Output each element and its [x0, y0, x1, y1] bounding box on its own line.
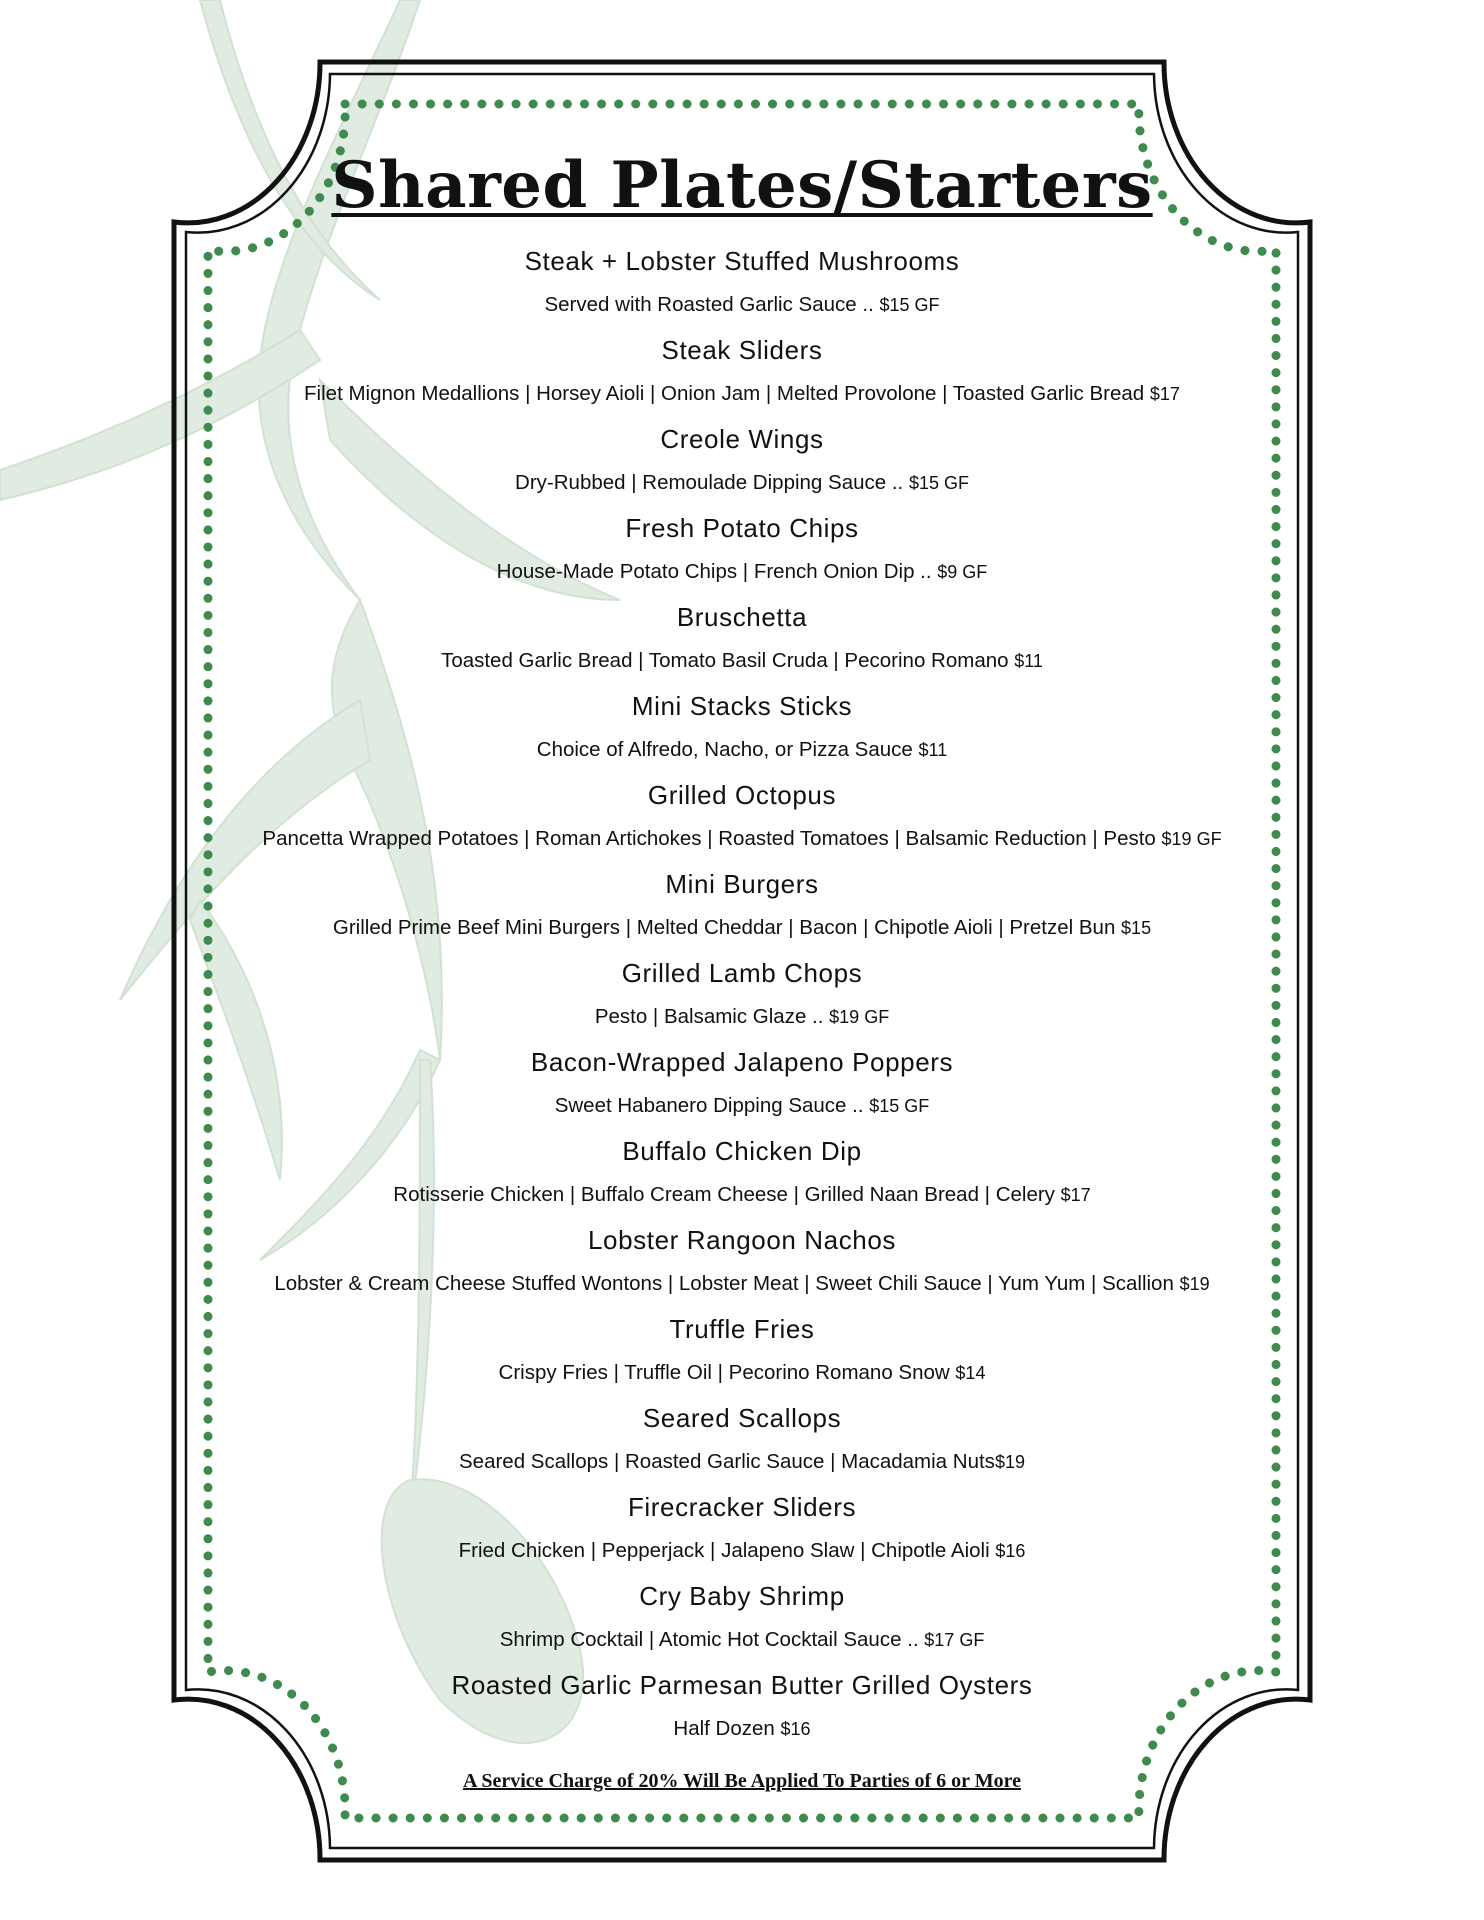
menu-item-name: Truffle Fries — [669, 1314, 815, 1344]
menu-item — [200, 240, 1284, 329]
menu-item-description — [200, 1440, 1284, 1486]
menu-item-description-text: Crispy Fries | Truffle Oil | Pecorino Romano Snow — [498, 1361, 950, 1384]
menu-item-price: $17 — [1060, 1185, 1091, 1205]
menu-item-price: $15 GF — [869, 1096, 930, 1116]
menu-item-description-text: Toasted Garlic Bread | Tomato Basil Cruda | Pecorino Romano — [441, 649, 1009, 672]
menu-item-description — [200, 1351, 1284, 1397]
service-charge-note: A Service Charge of 20% Will Be Applied To Parties of 6 or More — [463, 1770, 1021, 1792]
menu-item-description-text: Sweet Habanero Dipping Sauce .. — [554, 1094, 864, 1117]
menu-item-price: $14 — [955, 1363, 986, 1383]
menu-item-price: $11 — [918, 740, 948, 760]
menu-item-price: $17 GF — [924, 1630, 985, 1650]
menu-item-description-text: House-Made Potato Chips | French Onion Dip .. — [496, 560, 932, 583]
menu-item-description — [200, 283, 1284, 329]
menu-item-name: Steak + Lobster Stuffed Mushrooms — [524, 246, 960, 276]
menu-item — [200, 774, 1284, 863]
menu-item-price: $16 — [780, 1719, 811, 1739]
menu-item-description-text: Filet Mignon Medallions | Horsey Aioli | Onion Jam | Melted Provolone | Toasted Garlic Bread — [304, 382, 1145, 405]
menu-item-description — [200, 639, 1284, 685]
menu-item-description-text: Grilled Prime Beef Mini Burgers | Melted Cheddar | Bacon | Chipotle Aioli | Pretzel Bun — [332, 916, 1116, 939]
page-title: Shared Plates/Starters — [331, 148, 1153, 223]
menu-item-description-text: Served with Roasted Garlic Sauce .. — [544, 293, 874, 316]
menu-item-description — [200, 1529, 1284, 1575]
menu-item-description-text: Pancetta Wrapped Potatoes | Roman Artichokes | Roasted Tomatoes | Balsamic Reduction | Pesto — [262, 827, 1156, 850]
menu-item-description — [200, 461, 1284, 507]
menu-item — [200, 685, 1284, 774]
menu-item-description-text: Dry-Rubbed | Remoulade Dipping Sauce .. — [515, 471, 904, 494]
menu-item-description — [200, 1707, 1284, 1753]
menu-item-price: $17 — [1149, 384, 1180, 404]
menu-item-price: $19 — [1179, 1274, 1210, 1294]
menu-item — [200, 507, 1284, 596]
menu-item-price: $15 GF — [879, 295, 940, 315]
menu-item — [200, 1130, 1284, 1219]
menu-item-name: Bruschetta — [676, 602, 808, 632]
menu-item-description — [200, 1173, 1284, 1219]
menu-item-name: Grilled Lamb Chops — [621, 958, 863, 988]
menu-item — [200, 952, 1284, 1041]
menu-item-description — [200, 817, 1284, 863]
menu-item-price: $15 GF — [908, 473, 969, 493]
menu-item-price: $19 — [994, 1452, 1025, 1472]
menu-item-name: Creole Wings — [660, 424, 824, 454]
menu-item-name: Bacon-Wrapped Jalapeno Poppers — [530, 1047, 954, 1077]
menu-item-price: $19 GF — [829, 1007, 890, 1027]
menu-item-name: Mini Stacks Sticks — [631, 691, 853, 721]
menu-item-name: Fresh Potato Chips — [625, 513, 859, 543]
menu-item-description — [200, 1618, 1284, 1664]
menu-item-description-text: Fried Chicken | Pepperjack | Jalapeno Slaw | Chipotle Aioli — [458, 1539, 990, 1562]
menu-item-description-text: Seared Scallops | Roasted Garlic Sauce | Macadamia Nuts — [459, 1450, 995, 1473]
menu-item — [200, 1486, 1284, 1575]
menu-item-description — [200, 550, 1284, 596]
menu-item-name: Lobster Rangoon Nachos — [587, 1225, 897, 1255]
menu-item-name: Grilled Octopus — [647, 780, 837, 810]
menu-item-description-text: Pesto | Balsamic Glaze .. — [594, 1005, 824, 1028]
menu-item-description — [200, 906, 1284, 952]
menu-item-price: $15 — [1121, 918, 1152, 938]
menu-item — [200, 1219, 1284, 1308]
menu-item — [200, 596, 1284, 685]
menu-item-name: Mini Burgers — [665, 869, 819, 899]
menu-item-description — [200, 995, 1284, 1041]
menu-item-price: $9 GF — [937, 562, 988, 582]
menu-item-description-text: Half Dozen — [673, 1717, 775, 1740]
menu-item — [200, 1308, 1284, 1397]
menu-item — [200, 863, 1284, 952]
menu-item — [200, 1397, 1284, 1486]
menu-item-name: Steak Sliders — [661, 335, 823, 365]
menu-item-price: $16 — [995, 1541, 1026, 1561]
menu-item-name: Buffalo Chicken Dip — [622, 1136, 862, 1166]
menu-item-description-text: Shrimp Cocktail | Atomic Hot Cocktail Sauce .. — [499, 1628, 919, 1651]
menu-item-description-text: Rotisserie Chicken | Buffalo Cream Cheese | Grilled Naan Bread | Celery — [393, 1183, 1055, 1206]
menu-item-price: $11 — [1014, 651, 1043, 671]
menu-items-list — [200, 240, 1284, 1753]
menu-item — [200, 1664, 1284, 1753]
menu-item-price: $19 GF — [1161, 829, 1222, 849]
menu-item — [200, 1041, 1284, 1130]
menu-item-description — [200, 372, 1284, 418]
menu-item — [200, 418, 1284, 507]
menu-item-description-text: Choice of Alfredo, Nacho, or Pizza Sauce — [536, 738, 913, 761]
menu-item-description-text: Lobster & Cream Cheese Stuffed Wontons | Lobster Meat | Sweet Chili Sauce | Yum Yum | Scallion — [274, 1272, 1174, 1295]
menu-item-description — [200, 728, 1284, 774]
menu-item-description — [200, 1262, 1284, 1308]
menu-item-name: Roasted Garlic Parmesan Butter Grilled Oysters — [451, 1670, 1033, 1700]
menu-item-name: Cry Baby Shrimp — [639, 1581, 845, 1611]
menu-content — [200, 120, 1284, 1753]
menu-item — [200, 329, 1284, 418]
menu-item — [200, 1575, 1284, 1664]
menu-item-name: Firecracker Sliders — [627, 1492, 857, 1522]
menu-item-name: Seared Scallops — [642, 1403, 842, 1433]
menu-item-description — [200, 1084, 1284, 1130]
